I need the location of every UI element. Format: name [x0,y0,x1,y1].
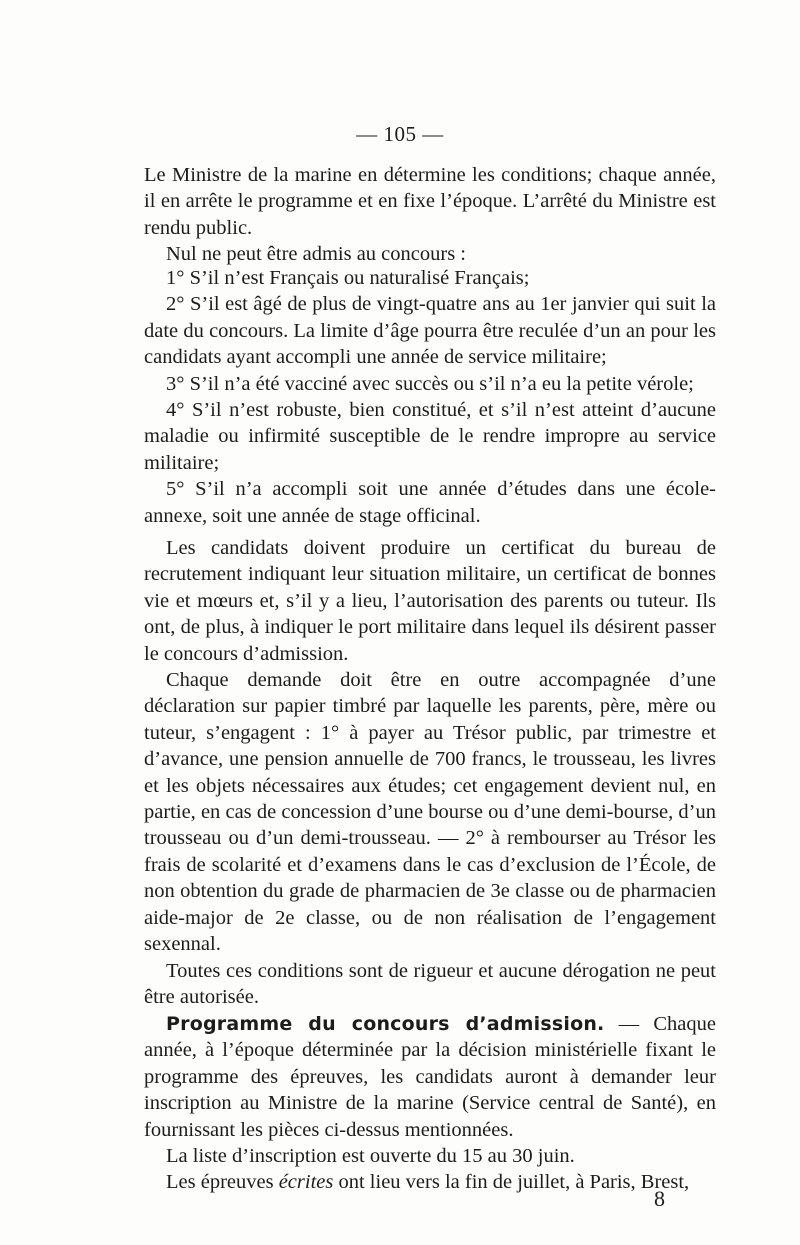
condition-3: 3° S’il n’a été vacciné avec succès ou s’il n’a eu la petite vérole; [166,372,694,395]
condition-4: 4° S’il n’est robuste, bien constitué, et s’il n’est atteint d’aucune maladie ou infirmité susceptible de le rendre impropre au service militaire; [144,399,716,474]
program-text: — Chaque année, à l’époque déterminée par la décision ministérielle fixant le programme des épreuves, les candidats auront à demander leur inscription au Ministre de la marine (Service central de Santé), en fournissant les pièces ci-dessus mentionnées. [144,1013,716,1141]
conditions-list [144,265,716,529]
written-exams-paragraph [144,1169,716,1195]
intro-paragraph: Le Ministre de la marine en détermine les conditions; chaque année, il en arrête le programme et en fixe l’époque. L’arrêté du Ministre est rendu public. [144,164,716,239]
registration-paragraph: La liste d’inscription est ouverte du 15 au 30 juin. [166,1145,575,1168]
written-exams-emphasis: écrites [278,1171,334,1194]
declaration-paragraph: Chaque demande doit être en outre accompagnée d’une déclaration sur papier timbré par laquelle les parents, père, mère ou tuteur, s’engagent : 1° à payer au Trésor public, par trimestre et d’avance, une pension annuelle de 700 francs, le trousseau, les livres et les objets nécessaires aux études; cet engagement devient nul, en partie, en cas de concession d’une bourse ou d’une demi-bourse, d’un trousseau ou d’un demi-trousseau. — 2° à rembourser au Trésor les frais de scolarité et d’examens dans le cas d’exclusion de l’École, de non obtention du grade de pharmacien de 3e classe ou de pharmacien aide-major de 2e classe, ou de non réalisation de l’engagement sexennal. [144,669,716,956]
condition-2: 2° S’il est âgé de plus de vingt-quatre ans au 1er janvier qui suit la date du concours. La limite d’âge pourra être reculée d’un an pour les candidats ayant accompli une année de service militaire; [144,293,716,369]
condition-1: 1° S’il n’est Français ou naturalisé Français; [166,267,530,289]
intro-section [144,162,716,268]
signature-mark: 8 [654,1186,665,1211]
program-section [144,1011,716,1196]
rigour-paragraph: Toutes ces conditions sont de rigueur et aucune dérogation ne peut être autorisée. [144,959,716,1008]
written-exams-start: Les épreuves [166,1171,279,1194]
condition-5: 5° S’il n’a accompli soit une année d’études dans une école-annexe, soit une année de stage officinal. [144,478,716,527]
certificates-paragraph: Les candidats doivent produire un certificat du bureau de recrutement indiquant leur situation militaire, un certificat de bonnes vie et mœurs et, s’il y a lieu, l’autorisation des parents ou tuteur. Ils ont, de plus, à indiquer le port militaire dans lequel ils désirent passer le concours d’admission. [144,537,716,665]
requirements-section [144,535,716,1010]
page-number: — 105 — [356,122,444,146]
program-paragraph [144,1011,716,1143]
section-heading: Programme du concours d’admission. [166,1013,605,1035]
written-exams-end: ont lieu vers la fin de juillet, à Paris, Brest, [333,1171,690,1194]
admission-restriction-paragraph: Nul ne peut être admis au concours : [166,243,467,266]
